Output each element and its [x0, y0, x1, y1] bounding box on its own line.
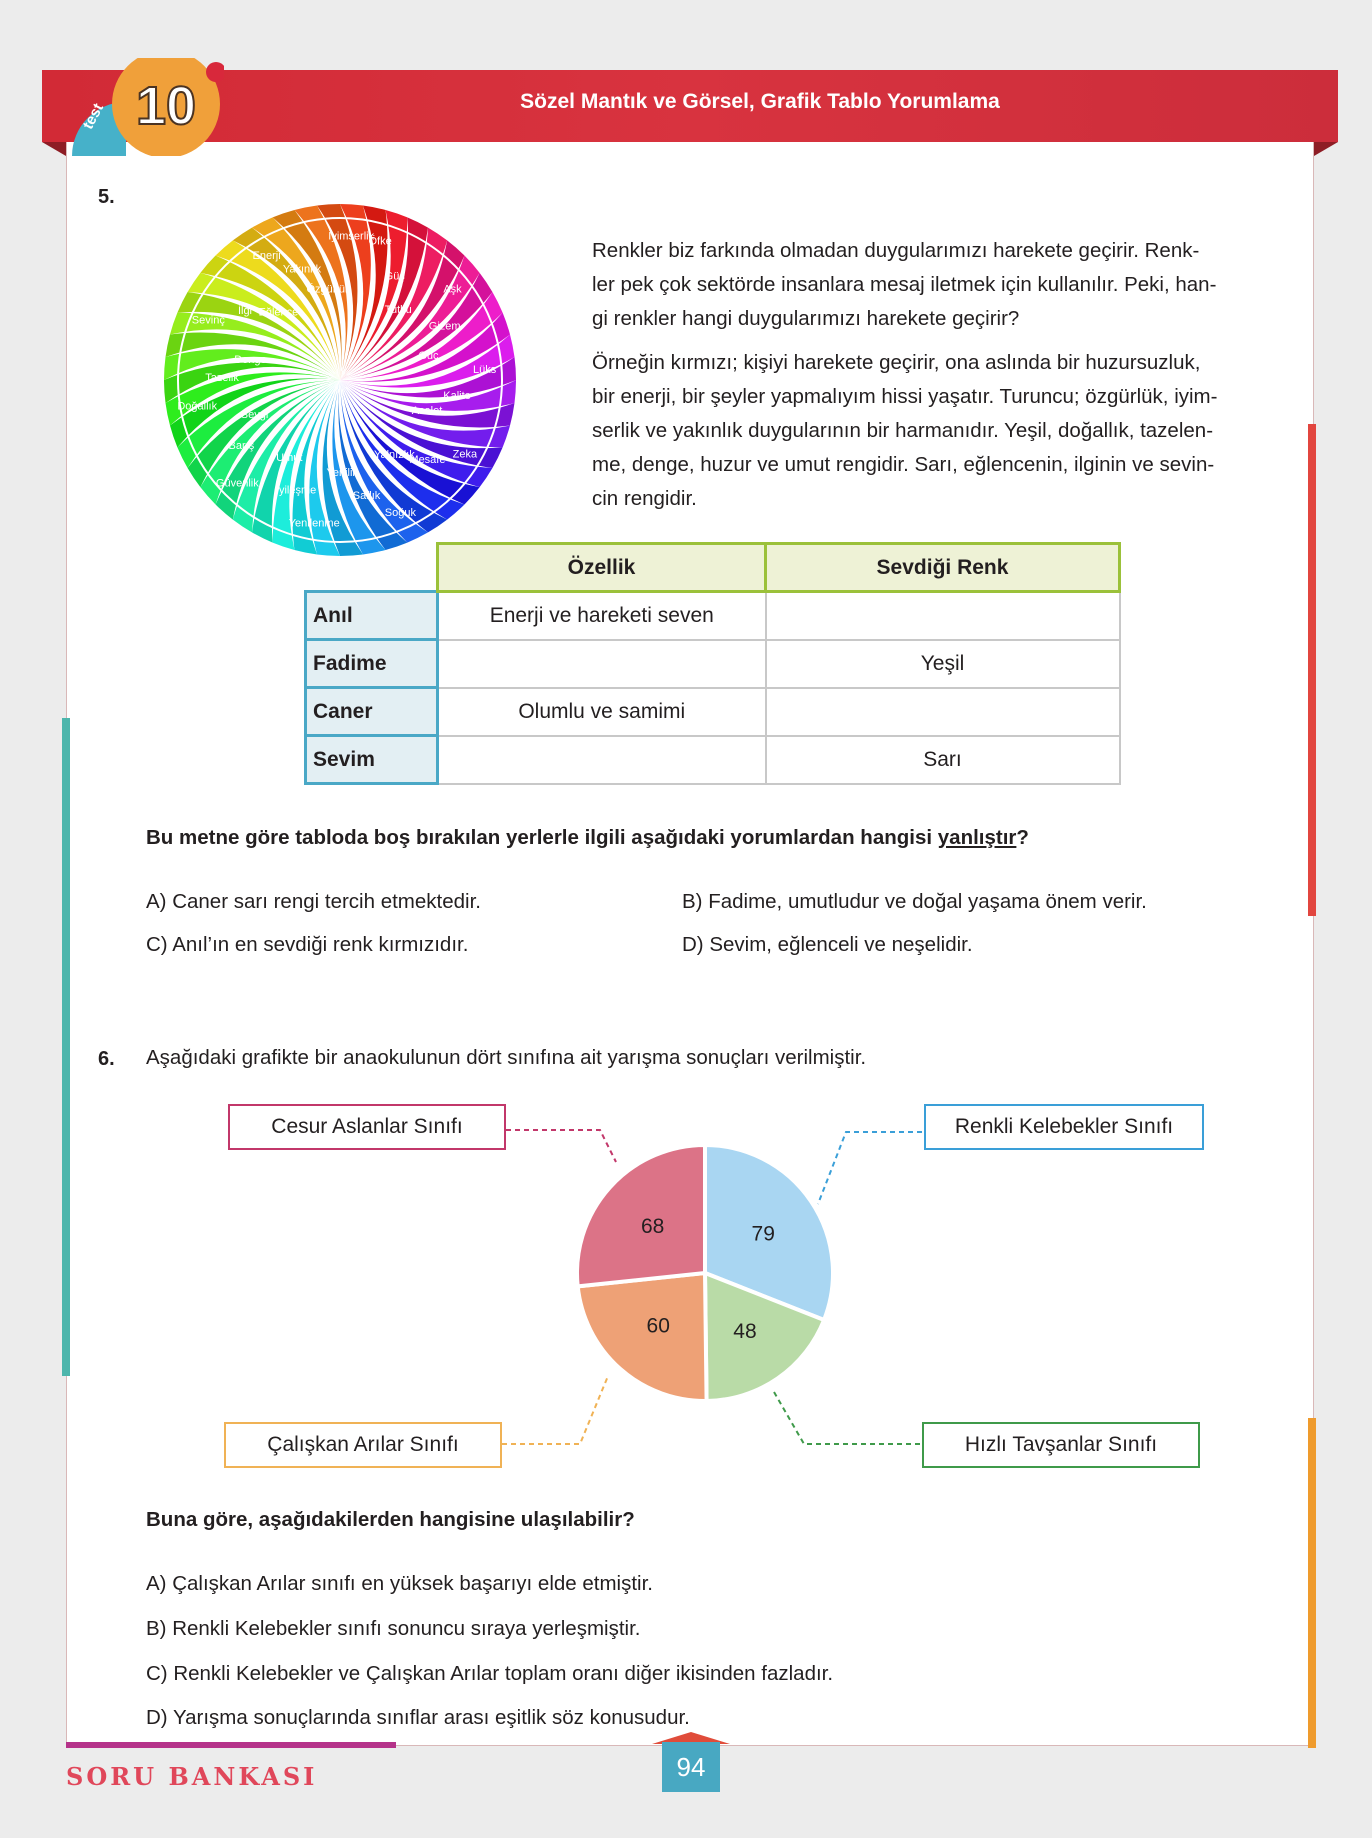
wheel-word-label: Özgürlük — [306, 283, 351, 296]
wheel-word-label: İlgi — [237, 305, 253, 318]
label-renkli-kelebekler: Renkli Kelebekler Sınıfı — [924, 1104, 1204, 1150]
wheel-word-label: Denge — [234, 354, 267, 367]
pie-slice-value-label: 68 — [641, 1214, 665, 1238]
wheel-word-label: Lüks — [472, 364, 497, 377]
wheel-word-label: Yenilenme — [288, 517, 340, 530]
question-6-number: 6. — [98, 1048, 115, 1070]
paragraph-2-line: bir enerji, bir şeyler yapmalıyım hissi yaşatır. Turuncu; özgürlük, iyim- — [592, 385, 1218, 408]
left-accent-bar — [62, 718, 70, 1376]
right-accent-bar-red — [1308, 424, 1316, 916]
row-renk: Yeşil — [766, 640, 1120, 688]
wheel-word-label: Tutku — [384, 303, 412, 316]
paragraph-2-line: me, denge, huzur ve umut rengidir. Sarı, eğlencenin, ilginin ve sevin- — [592, 453, 1215, 476]
row-renk: Sarı — [766, 736, 1120, 784]
table-header-renk: Sevdiği Renk — [766, 544, 1120, 592]
question-5-prefix: Bu metne göre tabloda boş bırakılan yerlerle ilgili aşağıdaki yorumlardan hangisi — [146, 826, 938, 849]
wheel-word-label: Yakınlık — [282, 263, 322, 276]
wheel-word-label: Tazelik — [205, 371, 239, 384]
wheel-word-label: Sevinç — [191, 314, 225, 327]
wheel-word-label: Soğuk — [384, 506, 416, 519]
table-row — [306, 736, 1120, 784]
q5-option-d[interactable]: D) Sevim, eğlenceli ve neşelidir. — [682, 933, 973, 956]
preference-table — [304, 542, 1121, 785]
table-row — [306, 688, 1120, 736]
right-accent-bar-orange — [1308, 1418, 1316, 1748]
badge-test-number: 10 — [135, 76, 197, 136]
paragraph-2 — [592, 346, 1280, 516]
paragraph-2-line: cin rengidir. — [592, 487, 697, 510]
pie-slice — [578, 1273, 707, 1401]
row-name: Caner — [306, 688, 438, 736]
q5-option-a[interactable]: A) Caner sarı rengi tercih etmektedir. — [146, 890, 481, 913]
footer-brand: SORU BANKASI — [66, 1762, 318, 1791]
wheel-word-label: Kalite — [443, 390, 471, 403]
wheel-word-label: Eğlence — [258, 306, 299, 319]
row-ozellik — [438, 640, 766, 688]
row-name: Fadime — [306, 640, 438, 688]
q5-option-b[interactable]: B) Fadime, umutludur ve doğal yaşama önem verir. — [682, 890, 1147, 913]
q5-option-c[interactable]: C) Anıl’ın en sevdiği renk kırmızıdır. — [146, 933, 469, 956]
paragraph-1-line: ler pek çok sektörde insanlara mesaj iletmek için kullanılır. Peki, han- — [592, 273, 1217, 296]
table-row — [306, 640, 1120, 688]
wheel-word-label: İyileşme — [275, 484, 317, 497]
label-cesur-aslanlar: Cesur Aslanlar Sınıfı — [228, 1104, 506, 1150]
wheel-word-label: Gizem — [428, 320, 461, 333]
question-5-suffix: ? — [1016, 826, 1029, 849]
wheel-word-label: Doğallık — [177, 400, 218, 413]
wheel-word-label: Saflık — [352, 489, 381, 502]
wheel-word-label: Asalet — [411, 404, 443, 417]
label-hizli-tavsanlar: Hızlı Tavşanlar Sınıfı — [922, 1422, 1200, 1468]
table-corner — [306, 544, 438, 592]
question-6-intro: Aşağıdaki grafikte bir anaokulunun dört sınıfına ait yarışma sonuçları verilmiştir. — [146, 1046, 867, 1069]
paragraph-2-line: Örneğin kırmızı; kişiyi harekete geçirir, ona aslında bir huzursuzluk, — [592, 351, 1201, 374]
wheel-word-label: Sevgi — [240, 409, 269, 422]
header-fold-left — [42, 142, 66, 156]
wheel-word-label: Güç — [384, 270, 405, 283]
test-number-badge — [64, 58, 224, 156]
paragraph-1 — [592, 234, 1280, 336]
pie-slice-value-label: 60 — [646, 1314, 670, 1338]
paragraph-2-line: serlik ve yakınlık duygularının bir harmanıdır. Yeşil, doğallık, tazelen- — [592, 419, 1214, 442]
wheel-word-label: İyimserlik — [328, 230, 375, 243]
page-number: 94 — [662, 1742, 720, 1792]
wheel-word-label: Öfke — [368, 235, 392, 248]
wheel-word-label: Mesafe — [409, 454, 446, 467]
row-name: Sevim — [306, 736, 438, 784]
wheel-word-label: Yalnızlık — [373, 449, 415, 462]
question-6-prompt: Buna göre, aşağıdakilerden hangisine ulaşılabilir? — [146, 1508, 635, 1531]
row-ozellik — [438, 736, 766, 784]
table-header-ozellik: Özellik — [438, 544, 766, 592]
paragraph-1-line: Renkler biz farkında olmadan duygularımızı harekete geçirir. Renk- — [592, 239, 1200, 262]
wheel-word-label: Yenilik — [326, 466, 358, 479]
table-row — [306, 592, 1120, 640]
badge-test-word: test — [79, 100, 108, 133]
wheel-word-label: Güvenlik — [215, 477, 259, 490]
competition-pie-chart — [560, 1128, 850, 1418]
color-emotion-wheel — [160, 200, 520, 560]
wheel-word-label: Güç — [418, 349, 439, 362]
pie-slice-value-label: 48 — [733, 1319, 757, 1343]
wheel-word-label: Barış — [228, 439, 255, 452]
table-header-row — [306, 544, 1120, 592]
q6-option-d[interactable]: D) Yarışma sonuçlarında sınıflar arası eşitlik söz konusudur. — [146, 1706, 690, 1729]
wheel-word-label: Enerji — [252, 249, 281, 262]
footer-accent-line — [66, 1742, 396, 1748]
wheel-word-label: Zeka — [452, 448, 478, 461]
question-5-prompt — [146, 826, 1029, 850]
question-5-underlined: yanlıştır — [937, 826, 1017, 849]
paragraph-1-line: gi renkler hangi duygularımızı harekete geçirir? — [592, 307, 1020, 330]
wheel-word-label: Aşk — [443, 283, 462, 296]
row-renk — [766, 688, 1120, 736]
row-name: Anıl — [306, 592, 438, 640]
header-fold-right — [1314, 142, 1338, 156]
pie-slice-value-label: 79 — [751, 1222, 775, 1246]
row-renk — [766, 592, 1120, 640]
q6-option-a[interactable]: A) Çalışkan Arılar sınıfı en yüksek başarıyı elde etmiştir. — [146, 1572, 654, 1595]
row-ozellik: Enerji ve hareketi seven — [438, 592, 766, 640]
question-5-number: 5. — [98, 186, 115, 208]
q6-option-c[interactable]: C) Renkli Kelebekler ve Çalışkan Arılar toplam oranı diğer ikisinden fazladır. — [146, 1662, 834, 1685]
question-5-text — [592, 234, 1280, 526]
label-caliskan-arilar: Çalışkan Arılar Sınıfı — [224, 1422, 502, 1468]
row-ozellik: Olumlu ve samimi — [438, 688, 766, 736]
page-title: Sözel Mantık ve Görsel, Grafik Tablo Yorumlama — [520, 90, 1000, 113]
wheel-word-label: Umut — [276, 451, 303, 464]
q6-option-b[interactable]: B) Renkli Kelebekler sınıfı sonuncu sıraya yerleşmiştir. — [146, 1617, 641, 1640]
